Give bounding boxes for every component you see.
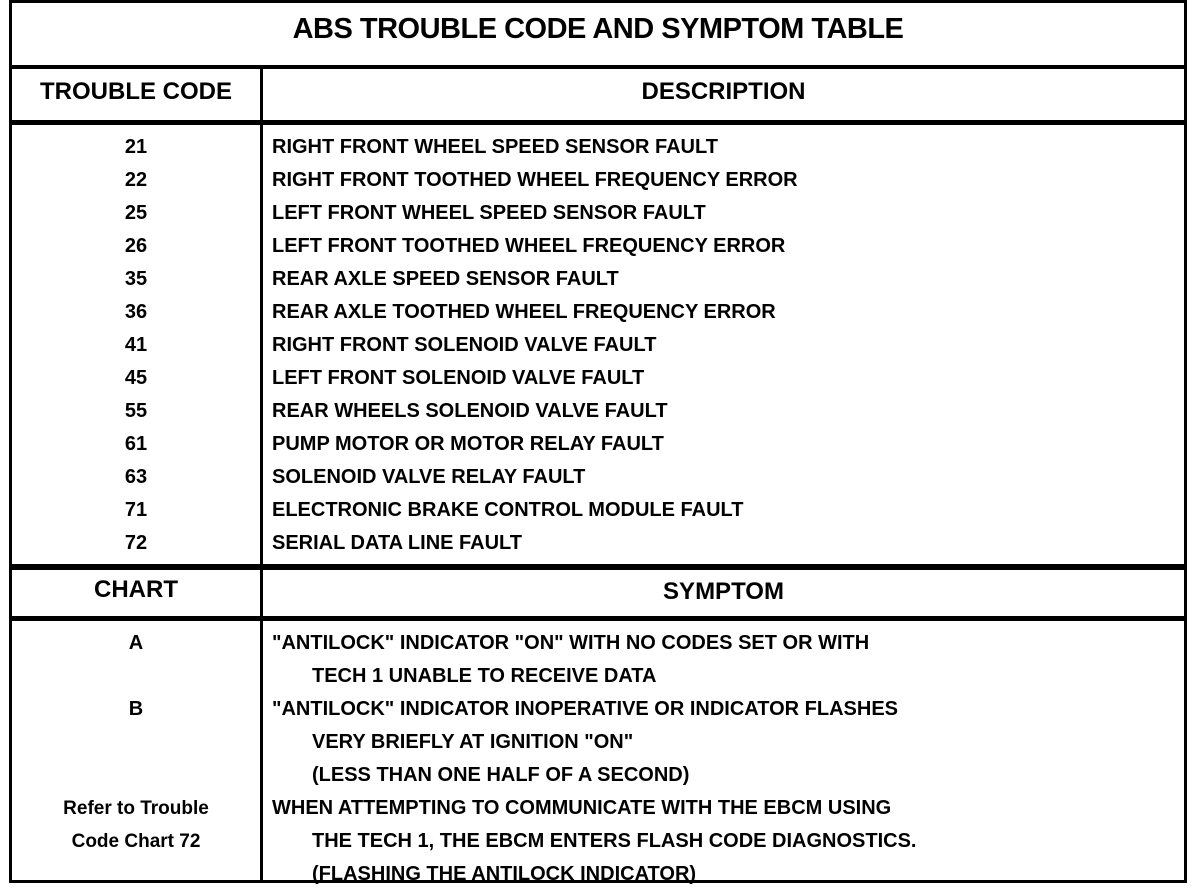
trouble-code: 21 — [124, 136, 148, 158]
trouble-code: 72 — [124, 532, 148, 554]
symptom-list — [12, 627, 1184, 891]
table-row — [12, 362, 1184, 395]
chart-reference: Refer to Trouble — [63, 798, 209, 819]
abs-code-table — [9, 0, 1187, 883]
table-row — [12, 329, 1184, 362]
code-description: REAR WHEELS SOLENOID VALVE FAULT — [272, 400, 668, 422]
chart-reference — [12, 759, 260, 792]
symptom-text: TECH 1 UNABLE TO RECEIVE DATA — [312, 665, 657, 687]
table-row — [12, 494, 1184, 527]
code-description: SERIAL DATA LINE FAULT — [272, 532, 522, 554]
chart-reference: A — [128, 632, 144, 654]
divider — [12, 616, 1184, 621]
table-title: ABS TROUBLE CODE AND SYMPTOM TABLE — [292, 13, 904, 45]
header-description: DESCRIPTION — [641, 78, 806, 105]
divider — [12, 564, 1184, 570]
trouble-code: 41 — [124, 334, 148, 356]
chart-reference: Code Chart 72 — [71, 831, 201, 852]
code-description: REAR AXLE SPEED SENSOR FAULT — [272, 268, 619, 290]
code-description: LEFT FRONT TOOTHED WHEEL FREQUENCY ERROR — [272, 235, 786, 257]
chart-reference: B — [128, 698, 144, 720]
table-row — [12, 296, 1184, 329]
table-row — [12, 660, 1184, 693]
chart-reference — [12, 858, 260, 891]
table-row — [12, 527, 1184, 560]
table-row — [12, 131, 1184, 164]
table-row — [12, 825, 1184, 858]
trouble-code: 22 — [124, 169, 148, 191]
symptom-text: "ANTILOCK" INDICATOR INOPERATIVE OR INDICATOR FLASHES — [272, 698, 899, 720]
table-row — [12, 693, 1184, 726]
trouble-code: 55 — [124, 400, 148, 422]
table-row — [12, 164, 1184, 197]
trouble-code: 61 — [124, 433, 148, 455]
table-row — [12, 858, 1184, 891]
symptom-text: THE TECH 1, THE EBCM ENTERS FLASH CODE DIAGNOSTICS. — [312, 830, 917, 852]
table-row — [12, 395, 1184, 428]
trouble-code-list — [12, 131, 1184, 560]
trouble-code: 36 — [124, 301, 148, 323]
header-trouble-code: TROUBLE CODE — [40, 78, 232, 105]
trouble-code: 63 — [124, 466, 148, 488]
code-description: RIGHT FRONT TOOTHED WHEEL FREQUENCY ERROR — [272, 169, 798, 191]
trouble-code: 25 — [124, 202, 148, 224]
trouble-code: 35 — [124, 268, 148, 290]
divider — [12, 65, 1184, 69]
table-row — [12, 428, 1184, 461]
divider — [12, 120, 1184, 125]
table-row — [12, 792, 1184, 825]
chart-reference — [12, 726, 260, 759]
code-description: SOLENOID VALVE RELAY FAULT — [272, 466, 586, 488]
symptom-text: WHEN ATTEMPTING TO COMMUNICATE WITH THE EBCM USING — [272, 797, 892, 819]
symptom-text: VERY BRIEFLY AT IGNITION "ON" — [312, 731, 634, 753]
code-description: LEFT FRONT WHEEL SPEED SENSOR FAULT — [272, 202, 706, 224]
code-description: REAR AXLE TOOTHED WHEEL FREQUENCY ERROR — [272, 301, 776, 323]
table-row — [12, 230, 1184, 263]
header-chart: CHART — [94, 576, 178, 603]
table-row — [12, 461, 1184, 494]
chart-reference — [12, 660, 260, 693]
symptom-text: "ANTILOCK" INDICATOR "ON" WITH NO CODES SET OR WITH — [272, 632, 870, 654]
code-description: RIGHT FRONT SOLENOID VALVE FAULT — [272, 334, 657, 356]
header-symptom: SYMPTOM — [663, 578, 784, 605]
code-description: RIGHT FRONT WHEEL SPEED SENSOR FAULT — [272, 136, 718, 158]
symptom-text: (LESS THAN ONE HALF OF A SECOND) — [312, 764, 690, 786]
code-description: ELECTRONIC BRAKE CONTROL MODULE FAULT — [272, 499, 744, 521]
table-row — [12, 263, 1184, 296]
table-row — [12, 759, 1184, 792]
code-description: LEFT FRONT SOLENOID VALVE FAULT — [272, 367, 645, 389]
table-row — [12, 726, 1184, 759]
code-description: PUMP MOTOR OR MOTOR RELAY FAULT — [272, 433, 664, 455]
trouble-code: 71 — [124, 499, 148, 521]
trouble-code: 45 — [124, 367, 148, 389]
trouble-code: 26 — [124, 235, 148, 257]
symptom-text: (FLASHING THE ANTILOCK INDICATOR) — [312, 863, 697, 885]
table-row — [12, 627, 1184, 660]
table-row — [12, 197, 1184, 230]
